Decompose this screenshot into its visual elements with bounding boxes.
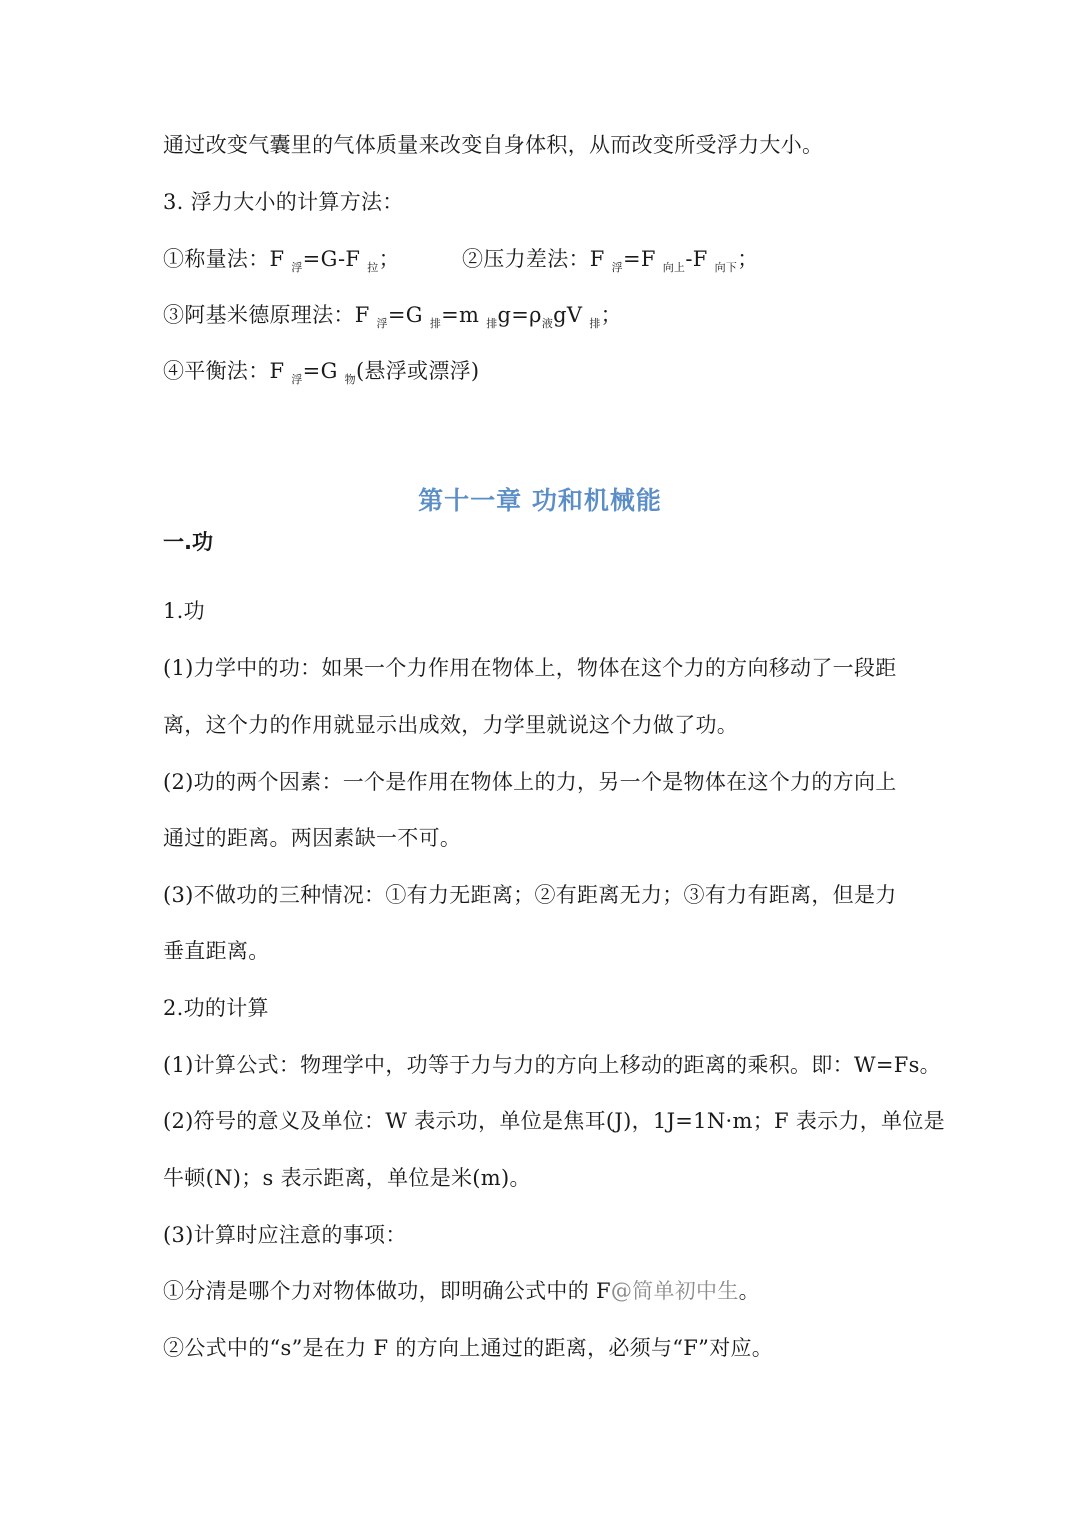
paragraph-line: 牛顿(N)；s 表示距离，单位是米(m)。 [163, 1166, 531, 1190]
paragraph-line: 通过的距离。两因素缺一不可。 [163, 826, 462, 850]
paragraph-line: (2)符号的意义及单位：W 表示功，单位是焦耳(J)，1J=1N·m；F 表示力，单位是 [163, 1109, 945, 1133]
paragraph-line: ①分清是哪个力对物体做功，即明确公式中的 F@简单初中生。 [163, 1279, 760, 1303]
formula-row-1 [163, 244, 759, 274]
intro-text: 通过改变气囊里的气体质量来改变自身体积，从而改变所受浮力大小。 [163, 133, 824, 157]
paragraph-line: 2.功的计算 [163, 996, 269, 1020]
pressure-difference-method: ②压力差法：F $_浮$=F $_{向上}$-F $_{向下}$； [462, 247, 759, 274]
paragraph-line: (3)计算时应注意的事项： [163, 1223, 407, 1247]
paragraph-line: 离，这个力的作用就显示出成效，力学里就说这个力做了功。 [163, 713, 739, 737]
calc-methods-heading: 3. 浮力大小的计算方法： [163, 190, 404, 214]
paragraph-line: (1)力学中的功：如果一个力作用在物体上，物体在这个力的方向移动了一段距 [163, 656, 897, 680]
chapter-title: 第十一章 功和机械能 [418, 486, 662, 515]
weighing-method: ①称量法：F $_浮$=G-F $_拉$； [163, 247, 400, 274]
paragraph-line: ②公式中的“s”是在力 F 的方向上通过的距离，必须与“F”对应。 [163, 1336, 774, 1360]
paragraph-line: (1)计算公式：物理学中，功等于力与力的方向上移动的距离的乘积。即：W=Fs。 [163, 1053, 941, 1077]
section-title: 一.功 [163, 530, 213, 554]
paragraph-line: 垂直距离。 [163, 939, 270, 963]
watermark: @简单初中生 [610, 1279, 739, 1303]
equilibrium-method: ④平衡法：F $_浮$=G $_物$(悬浮或漂浮) [163, 359, 480, 386]
paragraph-line: (3)不做功的三种情况：①有力无距离；②有距离无力；③有力有距离，但是力 [163, 883, 897, 907]
paragraph-line: (2)功的两个因素：一个是作用在物体上的力，另一个是物体在这个力的方向上 [163, 770, 897, 794]
paragraph-line: 1.功 [163, 599, 205, 623]
archimedes-method: ③阿基米德原理法：F $_浮$=G $_排$=m $_排g=\rho_液gV$ $_排$； [163, 303, 622, 330]
